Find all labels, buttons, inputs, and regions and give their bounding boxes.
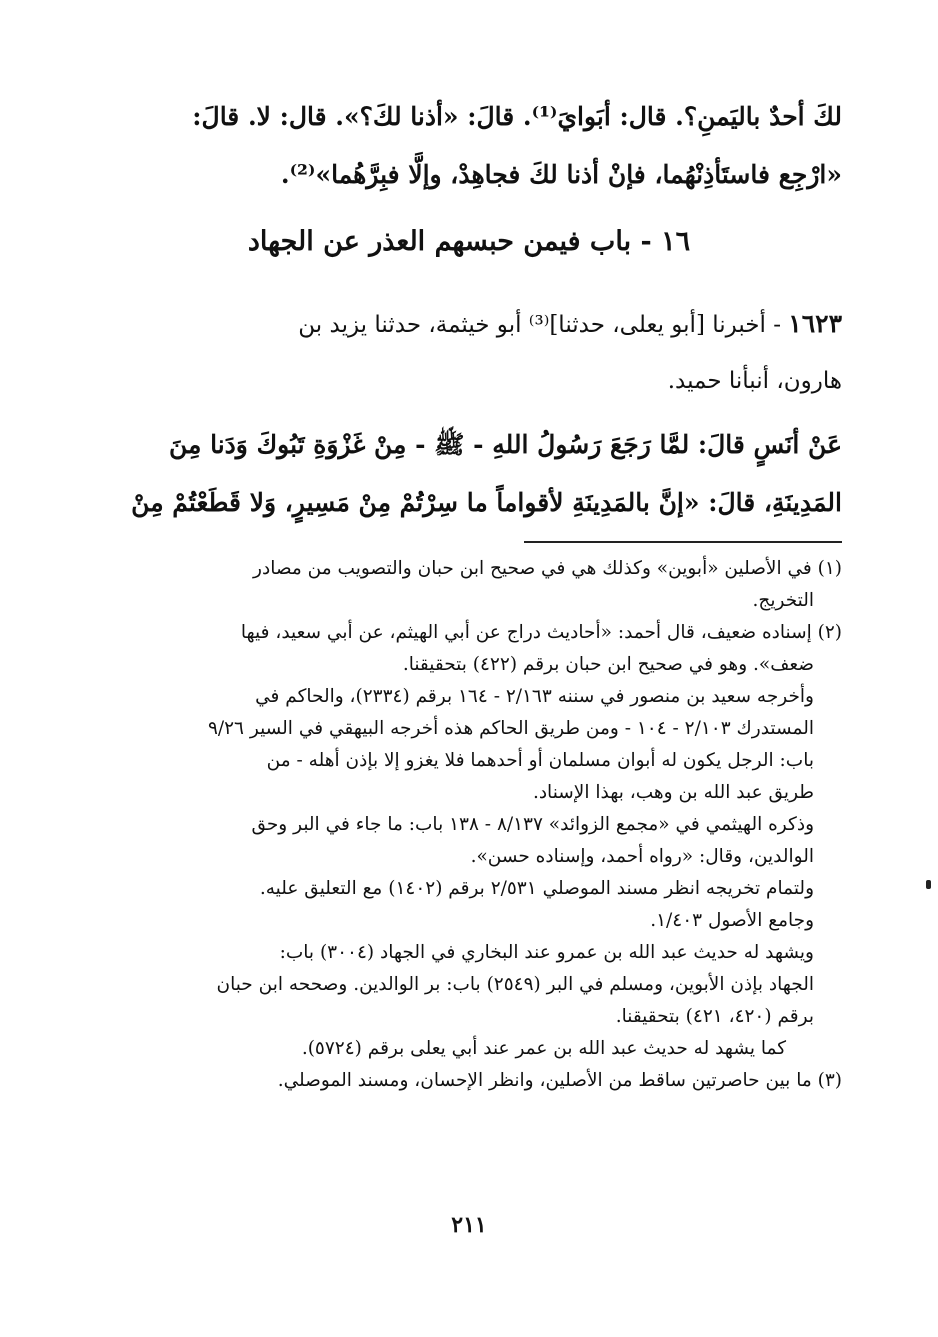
- hadith-continuation: [100, 88, 842, 204]
- footnote-separator: [524, 541, 842, 543]
- footnote-line: ويشهد له حديث عبد الله بن عمرو عند البخاري في الجهاد (٣٠٠٤) باب:: [279, 942, 814, 963]
- scan-speck: [926, 880, 931, 889]
- footnote-line: الوالدين، وقال: «رواه أحمد، وإسناده حسن».: [470, 846, 814, 867]
- chapter-title: ١٦ - باب فيمن حبسهم العذر عن الجهاد: [247, 226, 691, 257]
- footnote-line: ضعف». وهو في صحيح ابن حبان برقم (٤٢٢) بتحقيقنا.: [402, 654, 814, 675]
- isnad-line-2: هارون، أنبأنا حميد.: [667, 368, 842, 394]
- footnotes: [100, 553, 842, 1097]
- hadith-number: ١٦٢٣: [788, 309, 842, 338]
- hadith-matn: [100, 416, 842, 532]
- isnad-paragraph: [100, 296, 842, 409]
- footnote-line: ولتمام تخريجه انظر مسند الموصلي ٢/٥٣١ برقم (١٤٠٢) مع التعليق عليه.: [259, 878, 814, 899]
- text-line: المَدِينَةِ، قالَ: «إنَّ بالمَدِينَةِ لأقواماً ما سِرْتُمْ مِنْ مَسِيرٍ، وَلا قَطَعْتُمْ مِنْ: [131, 488, 842, 517]
- footnote-line: كما يشهد له حديث عبد الله بن عمر عند أبي يعلى برقم (٥٧٢٤).: [301, 1038, 786, 1059]
- footnote-line: وذكره الهيثمي في «مجمع الزوائد» ٨/١٣٧ - ١٣٨ باب: ما جاء في البر وحق: [251, 814, 814, 835]
- isnad-line-1: [100, 296, 842, 353]
- footnote-line: المستدرك ٢/١٠٣ - ١٠٤ - ومن طريق الحاكم هذه أخرجه البيهقي في السير ٩/٢٦: [207, 718, 814, 739]
- footnote-line: (٣) ما بين حاصرتين ساقط من الأصلين، وانظر الإحسان، ومسند الموصلي.: [277, 1070, 842, 1091]
- footnote-line: (١) في الأصلين «أبوين» وكذلك هي في صحيح ابن حبان والتصويب من مصادر: [253, 558, 842, 579]
- page-number: ٢١١: [451, 1212, 487, 1238]
- footnote-line: التخريج.: [752, 590, 814, 611]
- footnote-line: وأخرجه سعيد بن منصور في سننه ٢/١٦٣ - ١٦٤ برقم (٢٣٣٤)، والحاكم في: [255, 686, 814, 707]
- footnote-line: الجهاد بإذن الأبوين، ومسلم في البر (٢٥٤٩) باب: بر الوالدين. وصححه ابن حبان: [216, 974, 814, 995]
- text-line: «ارْجِع فاستَأذِنْهُما، فإنْ أذنا لكَ فجاهِدْ، وإلَّا فبِرَّهُما»⁽²⁾.: [280, 160, 842, 189]
- text-line: عَنْ أنَسٍ قالَ: لمَّا رَجَعَ رَسُولُ اللهِ - ﷺ - مِنْ غَزْوَةِ تَبُوكَ وَدَنا مِنَ: [168, 430, 842, 459]
- isnad-text: - أخبرنا [أبو يعلى، حدثنا]⁽³⁾ أبو خيثمة، حدثنا يزيد بن: [298, 312, 781, 338]
- footnote-line: وجامع الأصول ١/٤٠٣.: [650, 910, 814, 931]
- footnote-line: (٢) إسناده ضعيف، قال أحمد: «أحاديث دراج عن أبي الهيثم، عن أبي سعيد، فيها: [240, 622, 842, 643]
- footnote-line: طريق عبد الله بن وهب، بهذا الإسناد.: [532, 782, 814, 803]
- footnote-line: برقم (٤٢٠، ٤٢١) بتحقيقنا.: [615, 1006, 814, 1027]
- footnote-line: باب: الرجل يكون له أبوان مسلمان أو أحدهما فلا يغزو إلا بإذن أهله - من: [266, 750, 814, 771]
- text-line: لكَ أحدٌ باليَمنِ؟. قال: أبَوايَ⁽¹⁾. قالَ: «أذنا لكَ؟». قال: لا. قالَ:: [192, 102, 842, 131]
